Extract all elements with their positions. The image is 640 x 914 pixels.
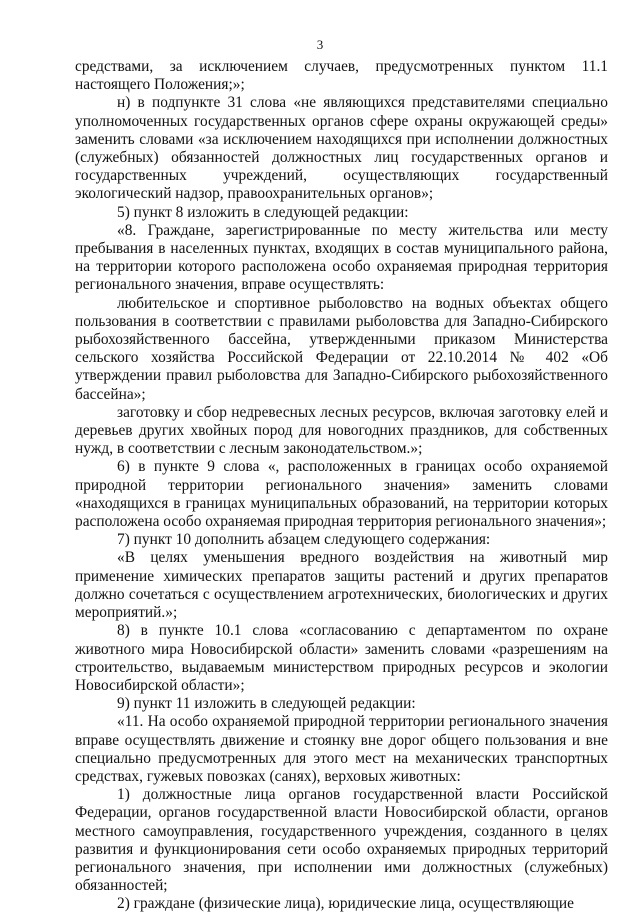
paragraph: любительское и спортивное рыболовство на водных объектах общего пользования в соответствии с правилами рыболовства для Западно-Сибирского рыбохозяйственного бассейна, утвержденными приказом Министерства сельского хозяйства Российской Федерации от 22.10.2014 № 402 «Об утверждении правил рыболовства для Западно-Сибирского рыбохозяйственного бассейна»;: [75, 294, 608, 403]
paragraph: «8. Граждане, зарегистрированные по месту жительства или месту пребывания в населенных пунктах, входящих в состав муниципального района, на территории которого расположена особо охраняемая природная территория регионального значения, вправе осуществлять:: [75, 221, 608, 294]
paragraph: 7) пункт 10 дополнить абзацем следующего содержания:: [117, 531, 491, 549]
document-body: [75, 58, 608, 914]
paragraph: 5) пункт 8 изложить в следующей редакции:: [117, 203, 409, 221]
paragraph: 6) в пункте 9 слова «, расположенных в границах особо охраняемой природной территории регионального значения» заменить словами «находящихся в границах муниципальных образований, на территории которых расположена особо охраняемая природная территория регионального значения»;: [75, 458, 608, 531]
paragraph: средствами, за исключением случаев, предусмотренных пунктом 11.1 настоящего Положения;»;: [75, 58, 608, 94]
paragraph: 9) пункт 11 изложить в следующей редакции:: [117, 695, 416, 713]
page-number: 3: [316, 37, 324, 52]
paragraph: 8) в пункте 10.1 слова «согласованию с департаментом по охране животного мира Новосибирской области» заменить словами «разрешениям на строительство, выдаваемым министерством природных ресурсов и экологии Новосибирской области»;: [75, 622, 608, 694]
paragraph: «11. На особо охраняемой природной территории регионального значения вправе осуществлять движение и стоянку вне дорог общего пользования и вне специально предусмотренных для этого мест на механических транспортных средствах, гужевых повозках (санях), верховых животных:: [75, 713, 608, 785]
paragraph: н) в подпункте 31 слова «не являющихся представителями специально уполномоченных государственных органов сфере охраны окружающей среды» заменить словами «за исключением находящихся при исполнении должностных (служебных) обязанностей должностных лиц государственных органов и государственных учреждений, осуществляющих государственный экологический надзор, правоохранительных органов»;: [75, 94, 608, 203]
paragraph: 1) должностные лица органов государственной власти Российской Федерации, органов государственной власти Новосибирской области, органов местного самоуправления, государственного учреждения, созданного в целях развития и функционирования сети особо охраняемых природных территорий регионального значения, при исполнении ими должностных (служебных) обязанностей;: [75, 786, 608, 895]
paragraph: заготовку и сбор недревесных лесных ресурсов, включая заготовку елей и деревьев других хвойных пород для новогодних праздников, для собственных нужд, в соответствии с лесным законодательством.»;: [75, 403, 608, 458]
paragraph: «В целях уменьшения вредного воздействия на животный мир применение химических препаратов защиты растений и других препаратов должно сочетаться с осуществлением агротехнических, биологических и других мероприятий.»;: [75, 549, 608, 622]
paragraph: 2) граждане (физические лица), юридические лица, осуществляющие: [117, 895, 574, 913]
